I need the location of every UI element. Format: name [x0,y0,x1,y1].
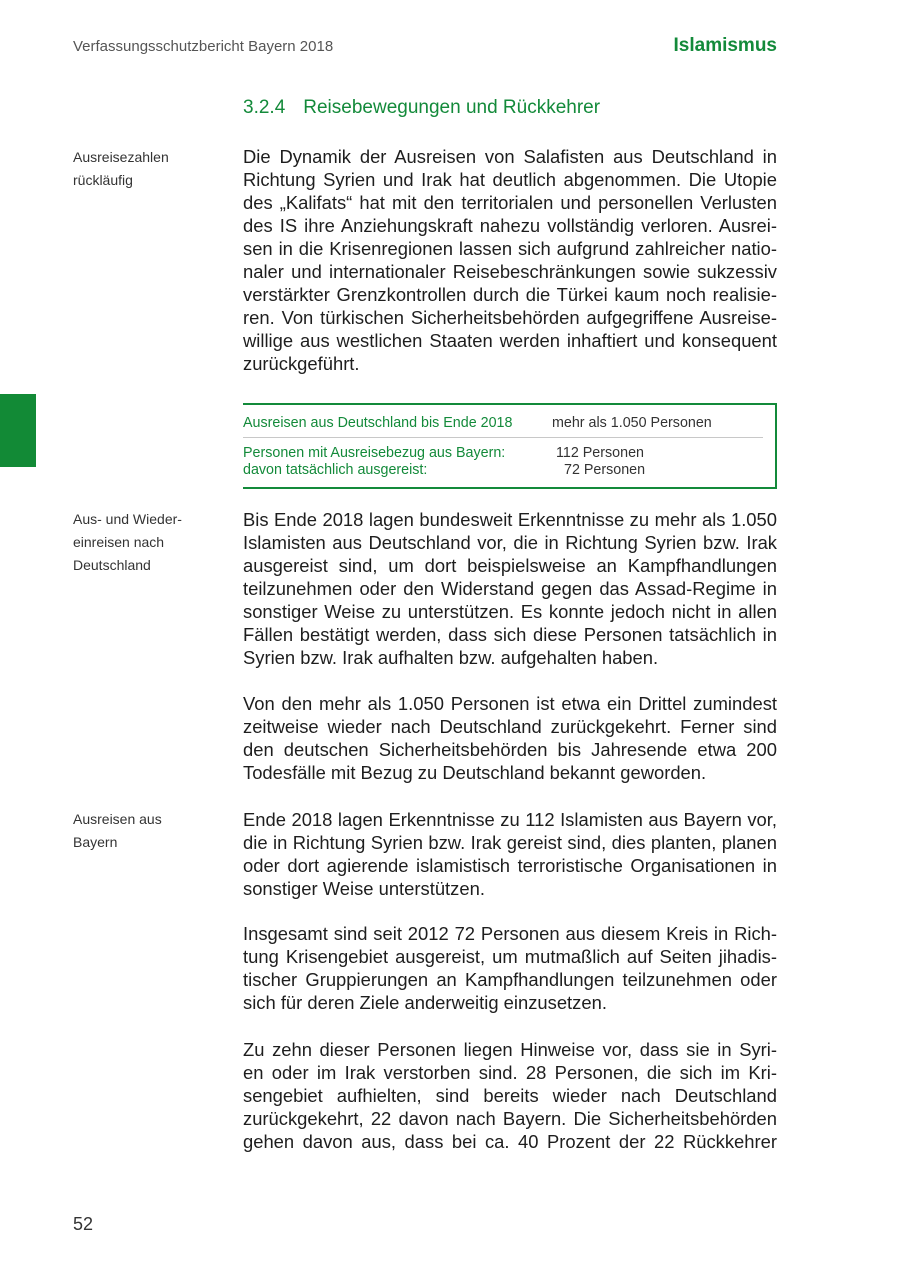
margin-note-ausreisen-bayern [73,808,213,854]
text-line: Ende 2018 lagen Erkenntnisse zu 112 Islamisten aus Bayern vor, [243,809,777,830]
text-line: gehen davon aus, dass bei ca. 40 Prozent der 22 Rückkehrer [243,1131,777,1152]
margin-note-line: Ausreisezahlen [73,149,169,165]
section-tab-marker [0,394,36,467]
text-line: willige aus westlichen Staaten werden inhaftiert und konsequent [243,330,777,351]
text-line: zeitweise wieder nach Deutschland zurückgekehrt. Ferner sind [243,716,777,737]
text-line: Todesfälle mit Bezug zu Deutschland bekannt geworden. [243,762,707,783]
text-line: Die Dynamik der Ausreisen von Salafisten aus Deutschland in [243,146,777,167]
section-number: 3.2.4 [243,97,286,118]
text-line: en oder im Irak verstorben sind. 28 Personen, die sich im Kri- [243,1062,777,1083]
text-line: sich für deren Ziele anderweitig einzusetzen. [243,992,607,1013]
text-line: zurückgekehrt, 22 davon nach Bayern. Die Sicherheitsbehörden [243,1108,777,1129]
stat-label: Ausreisen aus Deutschland bis Ende 2018 [243,415,513,431]
margin-note-line: Aus- und Wieder- [73,511,182,527]
text-line: Von den mehr als 1.050 Personen ist etwa ein Drittel zumindest [243,693,777,714]
section-title: Reisebewegungen und Rückkehrer [303,97,601,118]
section-heading [243,97,600,119]
margin-note-line: Deutschland [73,557,151,573]
margin-note-line: Ausreisen aus [73,811,162,827]
running-head-section: Islamismus [673,35,777,56]
page-number: 52 [73,1214,94,1234]
stat-label: Personen mit Ausreisebezug aus Bayern: [243,445,506,461]
text-line: des IS ihre Anziehungskraft nahezu vollständig verloren. Ausrei- [243,215,777,236]
margin-note-line: einreisen nach [73,534,165,550]
paragraph-5 [243,922,777,1014]
paragraph-2 [243,508,777,669]
stat-value: mehr als 1.050 Personen [552,415,712,431]
text-line: sengebiet aufhielten, sind bereits wieder nach Deutschland [243,1085,777,1106]
statistics-box [243,403,777,489]
paragraph-4 [243,808,777,900]
stat-divider [243,437,763,438]
margin-note-ausreisezahlen [73,146,213,192]
text-line: Fällen bestätigt werden, dass sich diese Personen tatsächlich in [243,624,777,645]
text-line: verstärkter Grenzkontrollen durch die Türkei kaum noch realisie- [243,284,777,305]
margin-note-wiedereinreisen [73,508,213,577]
margin-note-line: Bayern [73,834,118,850]
text-line: sonstiger Weise unterstützen. [243,878,485,899]
text-line: tung Krisengebiet ausgereist, um mutmaßlich auf Seiten jihadis- [243,946,777,967]
text-line: oder dort agierende islamistisch terroristische Organisationen in [243,855,777,876]
text-line: ausgereist sind, um dort beispielsweise an Kampfhandlungen [243,555,777,576]
stat-value: 72 Personen [564,462,646,478]
text-line: tischer Gruppierungen an Kampfhandlungen teilzunehmen oder [243,969,777,990]
text-line: Insgesamt sind seit 2012 72 Personen aus diesem Kreis in Rich- [243,923,777,944]
paragraph-3 [243,692,777,784]
text-line: Richtung Syrien und Irak hat deutlich abgenommen. Die Utopie [243,169,777,190]
margin-note-line: rückläufig [73,172,133,188]
running-head-title: Verfassungsschutzbericht Bayern 2018 [73,38,334,55]
text-line: die in Richtung Syrien bzw. Irak gereist sind, dies planten, planen [243,832,777,853]
stat-value: 112 Personen [556,445,644,461]
text-line: Islamisten aus Deutschland vor, die in Richtung Syrien bzw. Irak [243,532,777,553]
text-line: sen in die Krisenregionen lassen sich aufgrund zahlreicher natio- [243,238,777,259]
paragraph-1 [243,145,777,375]
paragraph-6 [243,1038,777,1153]
stat-label: davon tatsächlich ausgereist: [243,462,428,478]
text-line: teilzunehmen oder den Widerstand gegen das Assad-Regime in [243,578,777,599]
text-line: zurückgeführt. [243,353,360,374]
text-line: sonstiger Weise zu unterstützen. Es konnte jedoch nicht in allen [243,601,777,622]
text-line: Syrien bzw. Irak aufhalten bzw. aufgehalten haben. [243,647,659,668]
text-line: ren. Von türkischen Sicherheitsbehörden aufgegriffene Ausreise- [243,307,777,328]
text-line: den deutschen Sicherheitsbehörden bis Jahresende etwa 200 [243,739,777,760]
text-line: Zu zehn dieser Personen liegen Hinweise vor, dass sie in Syri- [243,1039,777,1060]
text-line: des „Kalifats“ hat mit den territorialen und personellen Verlusten [243,192,777,213]
text-line: Bis Ende 2018 lagen bundesweit Erkenntnisse zu mehr als 1.050 [243,509,777,530]
text-line: naler und internationaler Reisebeschränkungen sowie sukzessiv [243,261,777,282]
